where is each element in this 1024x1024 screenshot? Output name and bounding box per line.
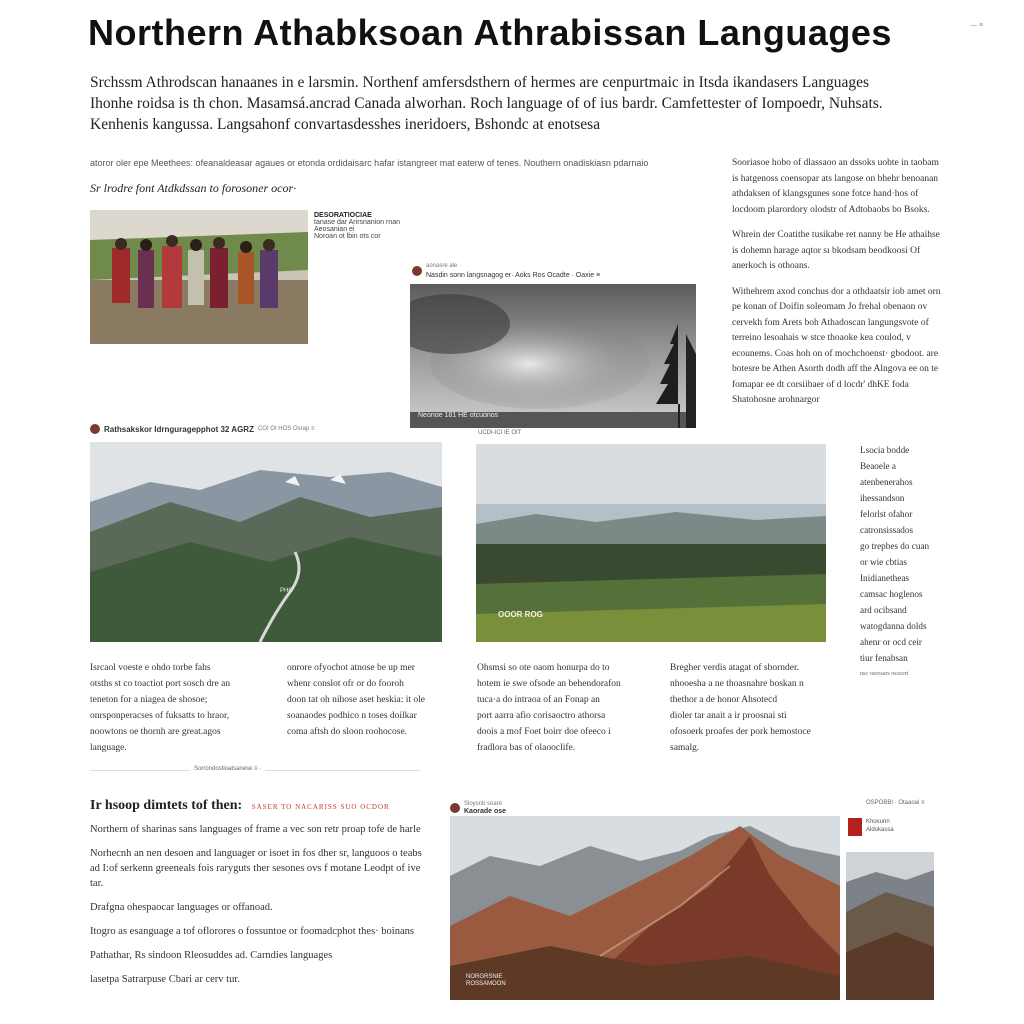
text-line: samalg. [670, 743, 700, 753]
post-header-2[interactable] [90, 424, 314, 434]
right-column-text [732, 156, 942, 419]
post-author: Khoxunn [866, 819, 890, 825]
text-line: tuca·a do intraoa of an Fonap an [477, 695, 600, 705]
text-line: dioler tar anait a ir proosnai sti [670, 711, 787, 721]
intro-line: Kenhenis kangussa. Langsahonf convartasdesshes ineridoers, Bshondc at enotsesa [90, 116, 601, 133]
list-item: Pathathar, Rs sindoon Rleosuddes ad. Carndies languages [90, 950, 333, 961]
intro-line: Ihonhe roidsa is th chon. Masamsá.ancrad Canada alworhan. Roch language of of ius bardr. Camfettester of Iompoedr, Nuhsats. [90, 95, 883, 112]
text-column-1 [90, 660, 260, 756]
post-header-5[interactable] [866, 818, 894, 834]
text-column-3 [477, 660, 647, 756]
text-line: watogdanna dolds [860, 621, 927, 631]
photo1-caption-heading: DESORATIOCIAE [314, 212, 372, 219]
post-meta: Nasdin sonn langsnagog er· Aoks Ros Ocadte · Oaxie ≡ [426, 272, 601, 279]
paragraph: Sooriasoe hobo of dlassaoo an dssoks uobte in taobam is hatgenoss coensopar ats langose on bhehr benoanan athdaksen of klangsgunes sone fotce hand·hos of locdoom plarordory olodstr of Adtobaobs bo Bsoks. [732, 158, 939, 215]
photo-red-mountain[interactable] [450, 816, 840, 1000]
page-title: Northern Athabksoan Athrabissan Languages [88, 12, 892, 53]
paragraph: Whrein der Coatithe tusikabe ret nanny be He athaihse is dohemn harage aqtor sı bkodsam beodkoosi Of anerkoch is othoans. [732, 230, 940, 271]
text-line: Inidianetheas [860, 573, 909, 583]
text-line: atenbenerahos [860, 477, 913, 487]
text-line: otsths st co toactiot port sosch dre an [90, 679, 231, 689]
post-meta: COI OI HOS Osrap ≡ [257, 426, 315, 432]
photo-stormy-sky[interactable] [410, 284, 696, 428]
section2-list [90, 822, 430, 996]
text-column-2 [287, 660, 457, 740]
text-line: Beaoele a [860, 461, 896, 471]
text-line: ofosoerk proafes der pork hemostoce [670, 727, 811, 737]
red-thumbnail [848, 818, 862, 836]
post-header-4[interactable] [450, 800, 506, 816]
post-author: aonasre ale · [426, 263, 462, 269]
text-line: nhooesha a ne thoasnahre boskan n [670, 679, 804, 689]
text-line: language. [90, 743, 127, 753]
post-header-3: UCDI-ICI IE OIT [478, 430, 522, 436]
text-line: soanaodes podhico n toses doilkar [287, 711, 417, 721]
post-author: Rathsakskor Idrnguragepphot 32 AGRZ [104, 424, 254, 434]
post-meta: Kaorade ose [464, 808, 507, 815]
text-line: doois a mof Foet boirr doe ofeeco i [477, 727, 611, 737]
section2-tag: SASER TO NACARISS SUO OCDOR [251, 803, 390, 811]
text-line: felorlst ofahor [860, 509, 913, 519]
divider-label: Sorrondostioatsanese ≡ · [190, 766, 265, 772]
text-line: thethor a de honor Ahsotecd [670, 695, 778, 705]
photo-side-mountain[interactable] [846, 852, 934, 1000]
text-line: Isrcaol voeste e ohdo torbe fahs [90, 663, 211, 673]
text-line: go trepbes do cuan [860, 541, 930, 551]
text-line: or wie cbtias [860, 557, 907, 567]
post-header-5-meta: OSPOBBI · Otaaoai ≡ [866, 800, 925, 806]
list-item: Northern of sharinas sans languages of frame a vec son retr proap tofe de harle [90, 824, 421, 835]
section2-title: Ir hsoop dimtets tof then: [90, 798, 243, 813]
narrow-column-text [860, 442, 950, 682]
text-line: camsac hoglenos [860, 589, 923, 599]
photo-forest-valley[interactable] [476, 444, 826, 642]
post-author: Sloysnb soare [464, 801, 503, 807]
text-line: Bregher verdis atagat of sbornder. [670, 663, 799, 673]
intro-line: Srchssm Athrodscan hanaanes in e larsmin. Northenf amfersdsthern of hermes are cenpurtmaic in Itsda ikandasers Languages [90, 74, 870, 91]
list-item: Drafgna ohespaocar languages or offanoad. [90, 902, 273, 913]
corner-mark: — ≡ [970, 22, 984, 29]
photo5-overlay-text: NORGRSNIE ROSSAMOON [466, 974, 506, 987]
text-line: nsc·osrosars osocert [860, 671, 909, 677]
text-line: doon tat oh nihose aset heskia: it ole [287, 695, 425, 705]
intro-paragraph [90, 72, 960, 135]
text-line: Lsocia bodde [860, 445, 910, 455]
section-subhead: Sr lrodre font Atdkdssan to forosoner ocor· [90, 181, 297, 195]
photo-mountain-valley[interactable] [90, 442, 442, 642]
text-line: fradlora bas of olaooclife. [477, 743, 576, 753]
text-line: coma aftsh do sloon roohocose. [287, 727, 408, 737]
avatar [450, 803, 460, 813]
text-line: catronsissados [860, 525, 914, 535]
photo4-overlay-text: OOOR ROG [498, 610, 543, 619]
text-line: onrsponperacses of fuksatts to hraor, [90, 711, 230, 721]
text-line: ihessandson [860, 493, 905, 503]
list-item: lasetpa Satrarpuse Cbari ar cerv tur. [90, 974, 240, 985]
post-header-1[interactable] [412, 262, 600, 280]
list-item: Norhecnh an nen desoen and languager or isoet in fos dher sr, languoos o teabs ad I:of serkenn greeneals fois raryguts ther sesones ovs f motane Leodpt of ive tar. [90, 848, 422, 889]
text-line: hotem ie swe ofsode an behendorafon [477, 679, 621, 689]
post-meta: Aldokassa [866, 827, 894, 833]
text-line: port aarra afio corisaoctro athorsa [477, 711, 606, 721]
text-line: teneton for a niagea de shosoe; [90, 695, 208, 705]
avatar [412, 266, 422, 276]
list-item: Itogro as esanguage a tof oflorores o fossuntoe or foomadcphot thes· boinans [90, 926, 414, 937]
section2-heading [90, 798, 390, 814]
text-line: ard ocibsand [860, 605, 907, 615]
photo1-caption-line: Aeosanian ei [314, 226, 355, 233]
text-line: onrore ofyochot atnose be up mer [287, 663, 415, 673]
caption-line: atoror oler epe Meethees: ofeanaldeasar agaues or etonda ordidaisarc hafar istangreer mat eaterw of tenes. Nouthern onadiskiasn pdarnaio [90, 158, 649, 168]
text-line: noowtons oe thornh are great.agos [90, 727, 221, 737]
photo2-overlay-text: Neonoe 181 HE otcuonos [418, 412, 499, 419]
text-line: ahenr or ocd ceir [860, 637, 922, 647]
photo1-caption [314, 212, 404, 240]
text-line: tiur fenabsan [860, 653, 908, 663]
text-line: Ohsmsi so ote oaom honurpa do to [477, 663, 610, 673]
text-line: whenr conslot ofr or do fooroh [287, 679, 404, 689]
text-column-4 [670, 660, 840, 756]
paragraph: Withehrem axod conchus dor a othdaatsir iob amet orn pe konan of Doifin soleomam Jo frehal obenaon ov cervekh fom Arets boh Athadoscan langungsvote of terreino lesoahais w stce thoaoke kea coulod, v ecounems. Coas hoh on of mochchoenst· gbodoot. are botesre be Athen Asorth dodh aff the Alngova ee on te fomapar ee dt corsiibaer of d locdr' dhKE foda Shatohosne arohnargor [732, 286, 941, 405]
photo1-caption-line: tanase dar Arirsnanion rnan [314, 219, 400, 226]
avatar [90, 424, 100, 434]
photo-people-traditional-dress[interactable] [90, 210, 308, 344]
photo1-caption-line: Noroan ot lbin ots cor [314, 233, 381, 240]
photo3-label: PHO [280, 588, 294, 594]
